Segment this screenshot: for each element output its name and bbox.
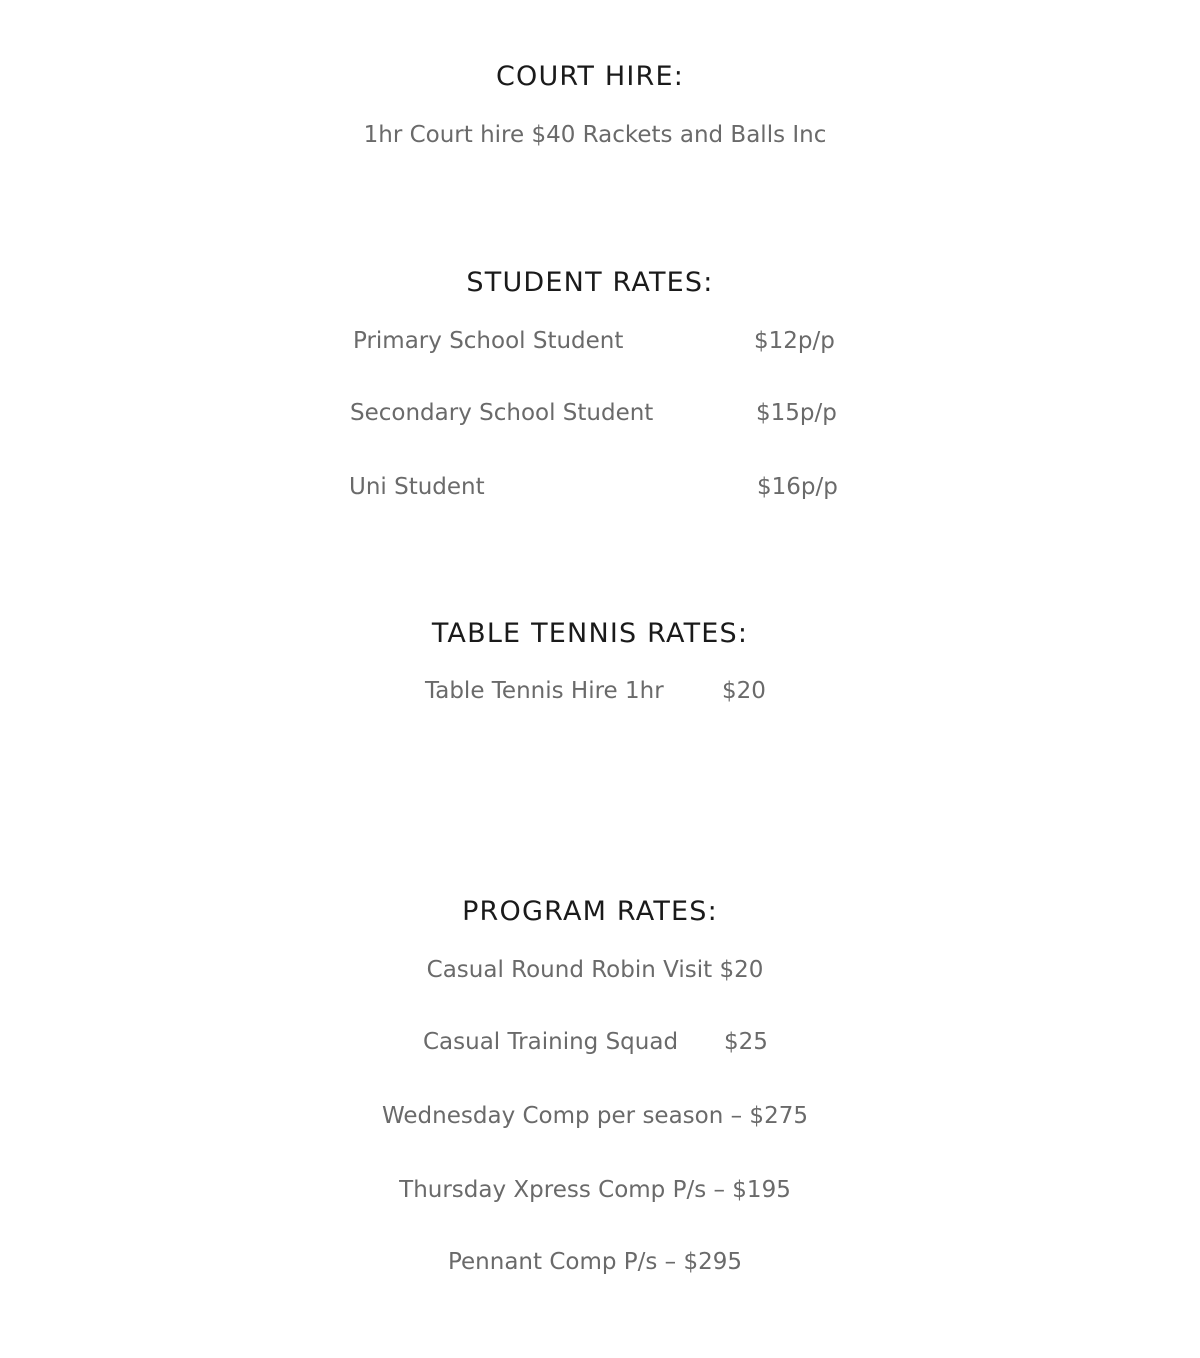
program-rates-heading: PROGRAM RATES: [462,896,718,927]
student-rate-label: Primary School Student [353,328,624,354]
program-rate-round-robin: Casual Round Robin Visit $20 [426,957,764,983]
student-rate-price: $16p/p [757,474,838,500]
court-hire-line: 1hr Court hire $40 Rackets and Balls Inc [363,122,827,148]
program-rate-item: Wednesday Comp per season – $275 [382,1103,808,1129]
student-rate-price: $12p/p [754,328,835,354]
table-tennis-label: Table Tennis Hire 1hr [425,678,664,704]
program-rate-training-price: $25 [724,1029,768,1055]
program-rate-item: Pennant Comp P/s – $295 [447,1249,743,1275]
court-hire-heading: COURT HIRE: [495,61,685,92]
program-rate-item: Thursday Xpress Comp P/s – $195 [399,1177,791,1203]
student-rate-price: $15p/p [756,400,837,426]
program-rate-training-label: Casual Training Squad [423,1029,679,1055]
table-tennis-price: $20 [722,678,766,704]
student-rates-heading: STUDENT RATES: [466,267,714,298]
student-rate-label: Secondary School Student [350,400,654,426]
table-tennis-heading: TABLE TENNIS RATES: [431,618,749,649]
student-rate-label: Uni Student [349,474,485,500]
